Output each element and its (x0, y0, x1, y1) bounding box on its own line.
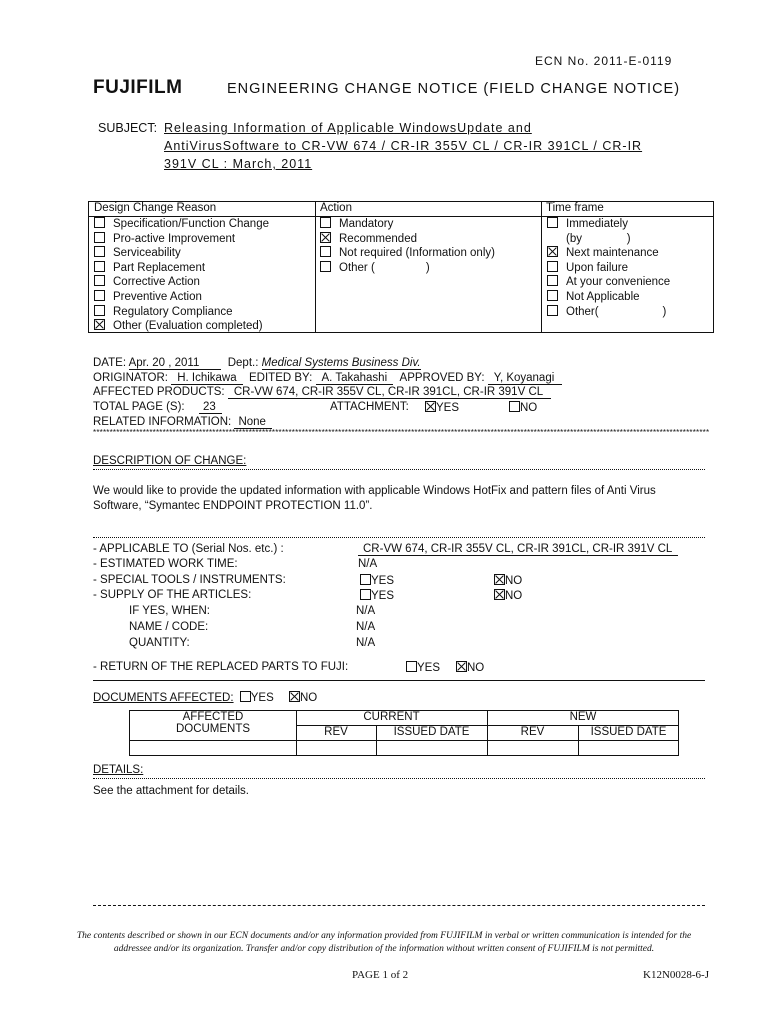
reasons-label: Other (Evaluation completed) (113, 320, 263, 333)
timeframe-checkbox[interactable] (547, 305, 558, 316)
work-time-value: N/A (358, 558, 378, 570)
reasons-checkbox[interactable] (94, 246, 105, 257)
applicable-value: CR-VW 674, CR-IR 355V CL, CR-IR 391CL, CR-IR 391V CL (358, 543, 678, 556)
tools-label: - SPECIAL TOOLS / INSTRUMENTS: (93, 574, 286, 586)
actions-checkbox[interactable] (320, 261, 331, 272)
timeframe-item[interactable] (547, 290, 670, 305)
return-no-label: NO (467, 662, 485, 674)
reasons-item[interactable] (94, 319, 269, 334)
subject-line-2: AntiVirusSoftware to CR-VW 674 / CR-IR 355V CL / CR-IR 391CL / CR-IR (164, 139, 643, 153)
timeframe-label: (by ) (566, 232, 631, 245)
work-time-label: - ESTIMATED WORK TIME: (93, 558, 238, 570)
col-new: NEW (569, 711, 597, 723)
reasons-checkbox[interactable] (94, 290, 105, 301)
timeframe-label: Other( ) (566, 305, 667, 318)
disclaimer-line-1: The contents described or shown in our ECN documents and/or any information provided from FUJIFILM in verbal or written communication is intended for the (76, 931, 692, 941)
details-heading: DETAILS: (93, 764, 144, 776)
fujifilm-logo: FUJIFILM (93, 77, 183, 98)
attachment-label: ATTACHMENT: (330, 401, 409, 413)
tools-yes-label: YES (371, 575, 395, 587)
tools-yes-checkbox[interactable] (360, 574, 371, 585)
actions-item[interactable] (320, 261, 495, 276)
originator-row (93, 372, 562, 384)
timeframe-checkbox[interactable] (547, 275, 558, 286)
col-current-rev: REV (324, 726, 348, 738)
approved-by-label: APPROVED BY: (399, 372, 485, 384)
reasons-checkbox[interactable] (94, 305, 105, 316)
timeframe-item[interactable] (547, 261, 670, 276)
attachment-yes-label: YES (436, 402, 460, 414)
return-yes-checkbox[interactable] (406, 661, 417, 672)
reason-list (94, 217, 269, 334)
description-line-2: Software, “Symantec ENDPOINT PROTECTION 11.0”. (93, 500, 373, 512)
col-current-issued-date: ISSUED DATE (393, 726, 470, 738)
tools-no-checkbox[interactable] (494, 574, 505, 585)
timeframe-item[interactable] (547, 275, 670, 290)
timeframe-item[interactable] (547, 232, 670, 247)
actions-item[interactable] (320, 246, 495, 261)
documents-no-label: NO (299, 692, 318, 704)
reasons-item[interactable] (94, 232, 269, 247)
applicable-label: - APPLICABLE TO (Serial Nos. etc.) : (93, 543, 284, 555)
col-new-issued-date: ISSUED DATE (590, 726, 667, 738)
date-label: DATE: (93, 357, 127, 369)
reasons-item[interactable] (94, 246, 269, 261)
actions-checkbox[interactable] (320, 232, 331, 243)
supply-no-checkbox[interactable] (494, 589, 505, 600)
return-no-checkbox[interactable] (456, 661, 467, 672)
reasons-label: Pro-active Improvement (113, 232, 236, 245)
reasons-label: Serviceability (113, 247, 181, 260)
timeframe-checkbox[interactable] (547, 246, 558, 257)
actions-checkbox[interactable] (320, 217, 331, 228)
list-dotted-rule (93, 537, 705, 538)
reasons-checkbox[interactable] (94, 275, 105, 286)
timeframe-checkbox[interactable] (547, 261, 558, 272)
affected-products-value: CR-VW 674, CR-IR 355V CL, CR-IR 391CL, CR-IR 391V CL (228, 386, 551, 399)
col-current: CURRENT (363, 711, 420, 723)
related-info-row (93, 416, 272, 428)
originator-value: H. Ichikawa (171, 372, 242, 385)
tools-yes[interactable] (360, 574, 394, 587)
reasons-item[interactable] (94, 217, 269, 232)
disclaimer-line-2: addressee and/or its organization. Transfer and/or copy distribution of the information without written consent of FUJIFILM is not permitted. (113, 944, 655, 954)
supply-yes-label: YES (371, 590, 395, 602)
details-text: See the attachment for details. (93, 785, 249, 797)
actions-label: Not required (Information only) (339, 247, 495, 260)
supply-no[interactable] (494, 589, 522, 602)
attachment-no-label: NO (520, 402, 538, 414)
documents-affected-label: DOCUMENTS AFFECTED: (93, 692, 234, 704)
header-action: Action (320, 202, 352, 214)
reasons-label: Corrective Action (113, 276, 200, 289)
col-new-rev: REV (520, 726, 545, 738)
description-dotted-rule (93, 469, 705, 470)
document-code: K12N0028-6-J (643, 969, 709, 981)
timeframe-checkbox[interactable] (547, 217, 558, 228)
name-code-value: N/A (356, 621, 376, 633)
if-yes-value: N/A (356, 605, 376, 617)
tools-no-label: NO (505, 575, 523, 587)
supply-yes-checkbox[interactable] (360, 589, 371, 600)
subject-line-3: 391V CL : March, 2011 (164, 157, 313, 171)
reasons-label: Regulatory Compliance (113, 305, 233, 318)
separator-stars: ****************************************************************************************************************************************************************************************** (93, 428, 710, 437)
timeframe-checkbox[interactable] (547, 290, 558, 301)
reasons-checkbox[interactable] (94, 217, 105, 228)
timeframe-label: Next maintenance (566, 247, 659, 260)
actions-checkbox[interactable] (320, 246, 331, 257)
documents-yes-checkbox[interactable] (240, 691, 251, 702)
attachment-yes[interactable] (425, 401, 459, 414)
documents-yes-label: YES (250, 692, 274, 704)
return-rule (93, 680, 705, 681)
timeframe-item[interactable] (547, 217, 670, 232)
supply-no-label: NO (505, 590, 523, 602)
actions-label: Other ( ) (339, 261, 430, 274)
edited-by-value: A. Takahashi (316, 372, 394, 385)
page-number: PAGE 1 of 2 (352, 969, 409, 981)
header-time-frame: Time frame (546, 202, 604, 214)
attachment-no[interactable] (509, 401, 537, 414)
page-title: ENGINEERING CHANGE NOTICE (FIELD CHANGE NOTICE) (227, 81, 681, 97)
date-value: Apr. 20 , 2011 (129, 357, 222, 370)
col-affected-line-2: DOCUMENTS (175, 723, 251, 735)
actions-item[interactable] (320, 232, 495, 247)
reasons-label: Specification/Function Change (113, 218, 269, 230)
change-reason-table (88, 201, 714, 333)
dept-value: Medical Systems Business Div. (261, 357, 421, 369)
documents-no-checkbox[interactable] (289, 691, 300, 702)
attachment-no-checkbox[interactable] (509, 401, 520, 412)
return-yes-label: YES (417, 662, 441, 674)
ecn-number: ECN No. 2011-E-0119 (535, 54, 673, 68)
reasons-checkbox[interactable] (94, 261, 105, 272)
documents-affected-row (93, 691, 317, 704)
name-code-label: NAME / CODE: (129, 621, 209, 633)
actions-item[interactable] (320, 217, 495, 232)
supply-label: - SUPPLY OF THE ARTICLES: (93, 589, 252, 601)
return-label: - RETURN OF THE REPLACED PARTS TO FUJI: (93, 661, 349, 673)
date-row (93, 357, 421, 369)
description-line-1: We would like to provide the updated information with applicable Windows HotFix and pattern files of Anti Virus (93, 485, 656, 497)
approved-by-value: Y, Koyanagi (488, 372, 563, 385)
quantity-label: QUANTITY: (129, 637, 190, 649)
supply-yes[interactable] (360, 589, 394, 602)
actions-label: Mandatory (339, 218, 394, 230)
affected-documents-table (129, 710, 679, 756)
dept-label: Dept.: (227, 357, 259, 369)
timeframe-item[interactable] (547, 246, 670, 261)
originator-label: ORIGINATOR: (93, 372, 168, 384)
timeframe-label: Upon failure (566, 261, 629, 274)
timeframe-list (547, 217, 670, 319)
subject-label: SUBJECT: (98, 121, 158, 135)
timeframe-label: Immediately (566, 218, 628, 230)
col-affected-line-1: AFFECTED (182, 711, 244, 723)
actions-label: Recommended (339, 232, 417, 245)
tools-no[interactable] (494, 574, 522, 587)
if-yes-label: IF YES, WHEN: (129, 605, 210, 617)
related-info-value: None (234, 416, 272, 429)
related-info-label: RELATED INFORMATION: (93, 416, 232, 428)
reasons-item[interactable] (94, 275, 269, 290)
reasons-item[interactable] (94, 290, 269, 305)
total-page-label: TOTAL PAGE (S): (93, 401, 185, 413)
timeframe-label: At your convenience (566, 276, 671, 289)
affected-products-label: AFFECTED PRODUCTS: (93, 386, 225, 398)
details-end-rule (93, 905, 705, 906)
reasons-checkbox[interactable] (94, 319, 105, 330)
attachment-yes-checkbox[interactable] (425, 401, 436, 412)
timeframe-item[interactable] (547, 305, 670, 320)
reasons-label: Preventive Action (113, 290, 202, 303)
description-heading: DESCRIPTION OF CHANGE: (93, 455, 247, 467)
affected-products-row (93, 386, 551, 398)
reasons-checkbox[interactable] (94, 232, 105, 243)
edited-by-label: EDITED BY: (249, 372, 313, 384)
total-page-value: 23 (199, 401, 222, 414)
header-design-change-reason: Design Change Reason (94, 202, 217, 214)
quantity-value: N/A (356, 637, 376, 649)
reasons-item[interactable] (94, 261, 269, 276)
return-yes[interactable] (406, 661, 440, 674)
details-dotted-rule (93, 778, 705, 779)
reasons-item[interactable] (94, 305, 269, 320)
return-no[interactable] (456, 661, 484, 674)
action-list (320, 217, 495, 275)
timeframe-label: Not Applicable (566, 290, 640, 303)
reasons-label: Part Replacement (113, 261, 206, 274)
subject-line-1: Releasing Information of Applicable WindowsUpdate and (164, 121, 532, 135)
